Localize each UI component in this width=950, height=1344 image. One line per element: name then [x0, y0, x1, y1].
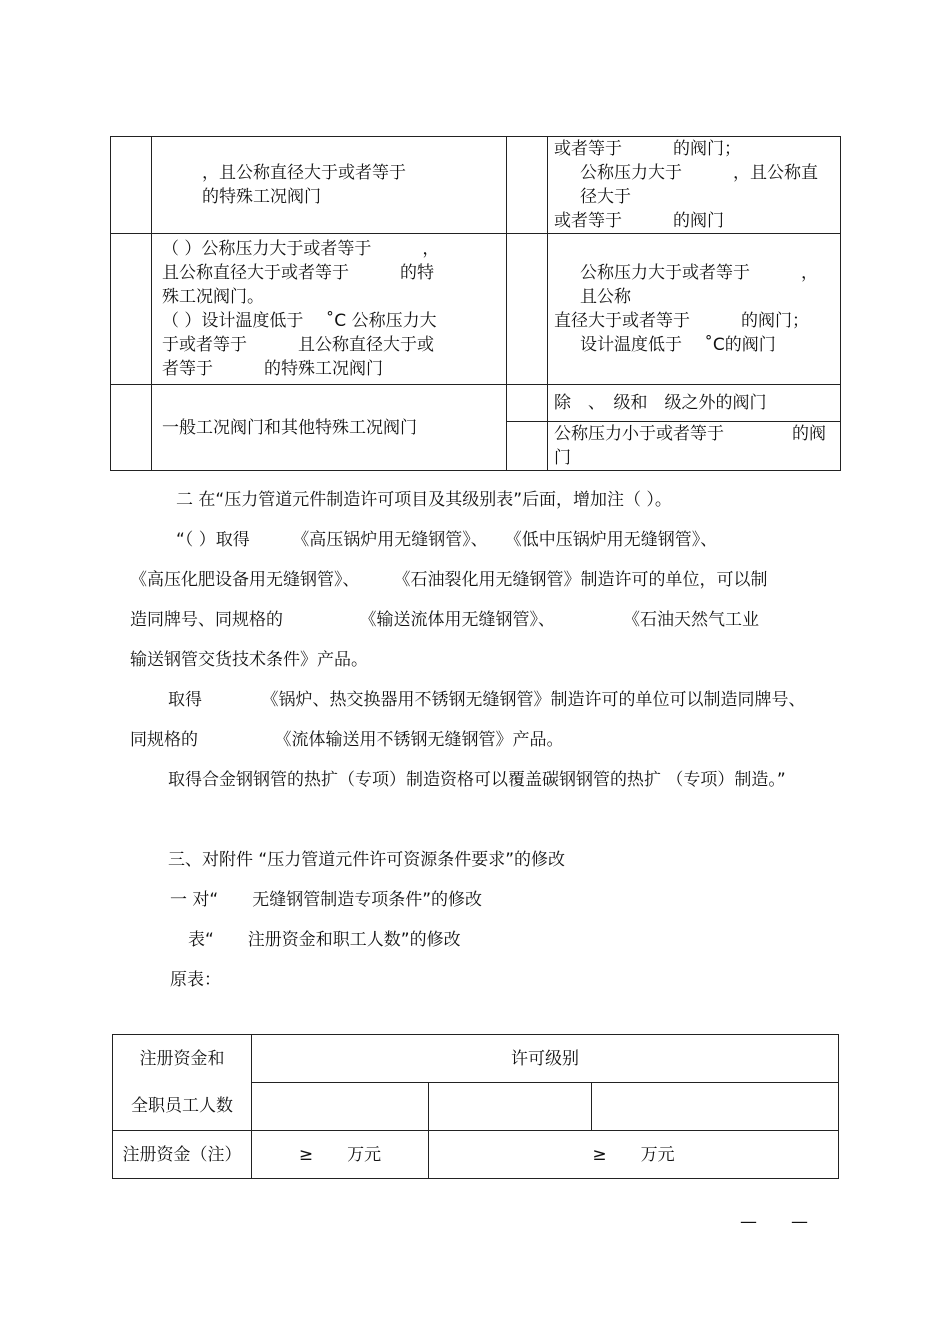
row-number-cell: [507, 422, 548, 471]
text-line: 殊工况阀门。: [162, 287, 264, 307]
header-left-cell: 注册资金和: [113, 1035, 252, 1083]
section-heading: 三、对附件 “压力管道元件许可资源条件要求”的修改: [168, 850, 566, 870]
level-cell: [252, 1083, 429, 1131]
text-line: 于或者等于 且公称直径大于或: [162, 335, 434, 355]
text-line: 公称压力大于或者等于 ，且公称: [580, 263, 818, 307]
text-line: 且公称直径大于或者等于 的特: [162, 263, 434, 283]
right-cell: 除 、 级和 级之外的阀门: [548, 385, 841, 422]
header-left-cell: 全职员工人数: [113, 1083, 252, 1131]
paragraph: 输送钢管交货技术条件》产品。: [130, 650, 368, 670]
subsection-heading: 一 对“ 无缝钢管制造专项条件”的修改: [170, 890, 483, 910]
value-cell: ≥ 万元: [252, 1131, 429, 1179]
text-line: 或者等于 的阀门；: [554, 139, 741, 159]
row-number-cell: [507, 385, 548, 422]
paragraph: 同规格的 《流体输送用不锈钢无缝钢管》产品。: [130, 730, 564, 750]
right-cell: 公称压力小于或者等于 的阀门: [548, 422, 841, 471]
text-line: 一般工况阀门和其他特殊工况阀门: [162, 417, 417, 438]
text-line: （ ）公称压力大于或者等于 ，: [162, 239, 440, 259]
paragraph: 二 在“压力管道元件制造许可项目及其级别表”后面，增加注（ ）。: [176, 490, 672, 510]
text-line: ，且公称直径大于或者等于: [202, 163, 406, 183]
paragraph: “（ ）取得 《高压锅炉用无缝钢管》、 《低中压锅炉用无缝钢管》、: [176, 530, 718, 550]
left-cell: [152, 234, 507, 385]
row-number-cell: [507, 137, 548, 234]
text-line: 或者等于 的阀门: [554, 211, 724, 231]
capital-table: [112, 1034, 839, 1179]
left-cell: [152, 385, 507, 471]
text-line: 设计温度低于 ˚C的阀门: [580, 335, 776, 355]
row-number-cell: [111, 234, 152, 385]
row-number-cell: [111, 137, 152, 234]
text-line: 公称压力大于 ，且公称直径大于: [580, 163, 818, 207]
valve-table: [110, 136, 841, 471]
paragraph: 表“ 注册资金和职工人数”的修改: [188, 930, 461, 950]
right-cell: [548, 137, 841, 234]
row-number-cell: [111, 385, 152, 471]
level-cell: [429, 1083, 592, 1131]
row-number-cell: [507, 234, 548, 385]
paragraph: 原表：: [170, 970, 221, 990]
text-line: 直径大于或者等于 的阀门；: [554, 311, 809, 331]
left-cell: [152, 137, 507, 234]
page-number: — —: [740, 1212, 808, 1232]
paragraph: 造同牌号、同规格的 《输送流体用无缝钢管》、 《石油天然气工业: [130, 610, 759, 630]
text-line: 者等于 的特殊工况阀门: [162, 359, 383, 379]
right-cell: [548, 234, 841, 385]
text-line: （ ）设计温度低于 ˚C 公称压力大: [162, 311, 437, 331]
value-cell: ≥ 万元: [429, 1131, 839, 1179]
paragraph: 取得 《锅炉、热交换器用不锈钢无缝钢管》制造许可的单位可以制造同牌号、: [168, 690, 806, 710]
level-cell: [592, 1083, 839, 1131]
paragraph: 取得合金钢钢管的热扩（专项）制造资格可以覆盖碳钢钢管的热扩 （专项）制造。”: [168, 770, 786, 790]
text-line: 的特殊工况阀门: [202, 187, 321, 207]
paragraph: 《高压化肥设备用无缝钢管》、 《石油裂化用无缝钢管》制造许可的单位，可以制: [130, 570, 768, 590]
row-label-cell: 注册资金（注）: [113, 1131, 252, 1179]
header-right-cell: 许可级别: [252, 1035, 839, 1083]
